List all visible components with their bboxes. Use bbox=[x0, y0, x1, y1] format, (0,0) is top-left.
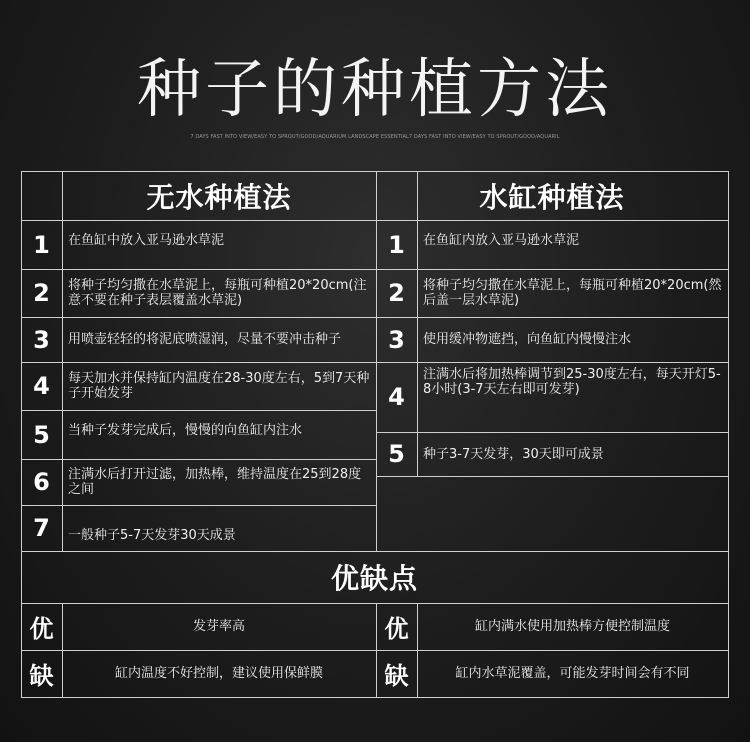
left-step-text: 在鱼缸中放入亚马逊水草泥 bbox=[68, 232, 225, 248]
pro-label: 优 bbox=[384, 615, 409, 643]
left-step-text: 注满水后打开过滤，加热棒，维持温度在25到28度之间 bbox=[68, 467, 362, 497]
left-pro-text: 发芽率高 bbox=[192, 619, 245, 634]
con-label: 缺 bbox=[384, 662, 409, 690]
right-pro-text: 缸内满水使用加热棒方便控制温度 bbox=[474, 619, 670, 634]
left-step-number: 2 bbox=[33, 279, 50, 307]
right-con-text: 缸内水草泥覆盖，可能发芽时间会有不同 bbox=[455, 666, 690, 681]
pros-cons-heading: 优缺点 bbox=[330, 562, 418, 595]
pro-label: 优 bbox=[29, 615, 54, 643]
right-step-text: 使用缓冲物遮挡，向鱼缸内慢慢注水 bbox=[423, 332, 632, 347]
con-label: 缺 bbox=[29, 662, 54, 690]
right-step-number: 4 bbox=[388, 383, 405, 411]
right-step-number: 5 bbox=[388, 440, 405, 468]
left-step-text: 将种子均匀撒在水草泥上，每瓶可种植20*20cm(注意不要在种子表层覆盖水草泥) bbox=[68, 278, 367, 308]
left-method-heading: 无水种植法 bbox=[146, 180, 292, 214]
right-step-number: 2 bbox=[388, 279, 405, 307]
right-step-number: 3 bbox=[388, 325, 405, 354]
right-step-text: 在鱼缸内放入亚马逊水草泥 bbox=[423, 232, 580, 248]
left-step-number: 3 bbox=[33, 325, 50, 354]
right-step-number: 1 bbox=[388, 230, 405, 259]
left-step-text: 当种子发芽完成后，慢慢的向鱼缸内注水 bbox=[68, 422, 303, 438]
page-title: 种子的种植方法 bbox=[137, 53, 613, 127]
left-step-number: 6 bbox=[33, 468, 50, 496]
left-step-text: 用喷壶轻轻的将泥底喷湿润，尽量不要冲击种子 bbox=[68, 332, 342, 347]
left-con-text: 缸内温度不好控制，建议使用保鲜膜 bbox=[114, 666, 323, 681]
right-method-heading: 水缸种植法 bbox=[479, 180, 625, 214]
right-step-text: 注满水后将加热棒调节到25-30度左右，每天开灯5-8小时(3-7天左右即可发芽) bbox=[423, 367, 721, 397]
left-step-number: 4 bbox=[33, 372, 50, 400]
left-step-number: 7 bbox=[33, 514, 50, 542]
right-step-text: 种子3-7天发芽，30天即可成景 bbox=[423, 446, 604, 462]
left-step-text: 一般种子5-7天发芽30天成景 bbox=[68, 527, 236, 543]
left-step-text: 每天加水并保持缸内温度在28-30度左右，5到7天种子开始发芽 bbox=[68, 371, 370, 401]
left-step-number: 1 bbox=[33, 230, 50, 259]
left-step-number: 5 bbox=[33, 420, 50, 449]
right-step-text: 将种子均匀撒在水草泥上，每瓶可种植20*20cm(然后盖一层水草泥) bbox=[423, 278, 722, 308]
page-subtitle: 7 DAYS FAST INTO VIEW/EASY TO SPROUT/GOOD/AQUARIUM LANDSCAPE ESSENTIAL7 DAYS FAST INTO VIEW/EASY TO SPROUT/GOOD/AQUARIL bbox=[190, 134, 560, 140]
